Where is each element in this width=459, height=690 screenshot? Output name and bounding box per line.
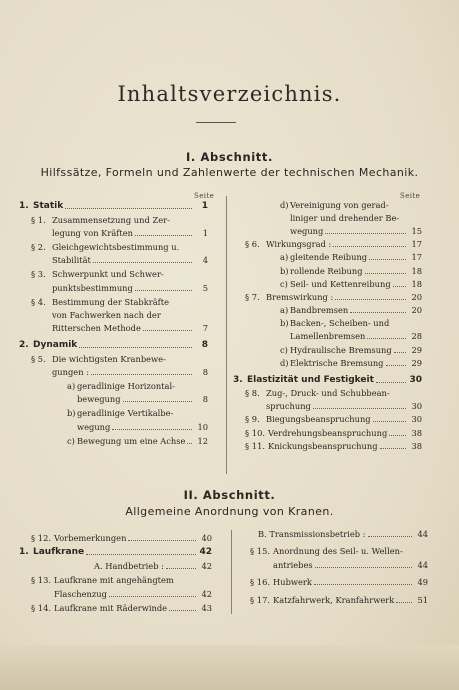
toc-entry-title: Vorbemerkungen	[54, 533, 127, 543]
toc-entry-continuation	[52, 282, 208, 294]
toc-page-number: 1	[202, 228, 208, 239]
dot-leader	[373, 421, 406, 422]
toc-page-number: 17	[411, 239, 422, 250]
toc-entry	[280, 357, 422, 369]
toc-entry	[245, 427, 422, 439]
section1-right-seite: Seite	[400, 192, 421, 200]
toc-entry-title: A. Handbetrieb :	[94, 561, 164, 571]
toc-entry-number: d)	[280, 357, 289, 368]
toc-entry-number: c)	[280, 344, 288, 355]
dot-leader	[109, 596, 196, 597]
toc-page-number: 12	[197, 435, 208, 446]
dot-leader	[380, 448, 406, 449]
toc-entry-title: Backen-, Scheiben- und	[290, 318, 390, 329]
toc-page-number: 1	[201, 201, 208, 211]
toc-entry-number: § 13.	[31, 575, 51, 585]
toc-entry-title: Die wichtigsten Kranbewe-	[52, 354, 166, 364]
toc-entry-number: § 5.	[31, 354, 46, 364]
toc-entry-number: § 8.	[245, 388, 260, 399]
toc-page-number: 43	[201, 602, 212, 613]
toc-entry-title: Elastizität und Festigkeit	[247, 375, 374, 385]
toc-entry	[31, 532, 212, 544]
toc-page-number: 38	[411, 427, 422, 438]
toc-entry-number: § 16.	[250, 577, 270, 588]
toc-entry	[280, 317, 422, 329]
toc-entry-title: Wirkungsgrad :	[266, 239, 332, 250]
toc-entry-continuation	[52, 227, 208, 239]
toc-entry-continuation	[52, 366, 208, 378]
toc-entry-title: geradlinige Horizontal-	[77, 381, 175, 392]
toc-entry	[245, 238, 422, 250]
toc-entry-continuation	[52, 309, 208, 321]
section1-heading: I. Abschnitt.	[186, 150, 273, 164]
dot-leader	[389, 435, 406, 436]
toc-page-number: 38	[411, 440, 422, 451]
dot-leader	[333, 246, 406, 247]
section1-left-seite: Seite	[194, 192, 215, 200]
toc-entry-number: c)	[67, 435, 75, 446]
toc-entry-continuation	[290, 330, 422, 342]
toc-entry-number: a)	[280, 252, 289, 263]
toc-entry-continuation	[52, 322, 208, 334]
toc-entry	[280, 199, 422, 211]
toc-entry-number: § 4.	[31, 296, 46, 307]
toc-entry-number: § 12.	[31, 533, 51, 543]
dot-leader	[91, 374, 192, 375]
toc-entry-number: d)	[280, 200, 289, 210]
toc-entry	[280, 304, 422, 316]
toc-entry-number: 1.	[19, 201, 29, 211]
toc-chapter	[233, 374, 422, 386]
toc-entry-number: § 3.	[31, 269, 46, 280]
toc-entry-title: Laufkrane mit angehängtem	[54, 575, 174, 585]
toc-chapter	[19, 200, 208, 212]
toc-entry	[280, 265, 422, 277]
toc-entry-number: § 11.	[245, 440, 265, 451]
toc-entry-title: Bremswirkung :	[266, 292, 334, 302]
toc-entry	[67, 435, 208, 447]
toc-page-number: 7	[202, 323, 208, 333]
toc-entry	[31, 241, 208, 253]
dot-leader	[143, 330, 192, 331]
dot-leader	[315, 567, 412, 568]
toc-entry-title-continued: wegung	[77, 421, 111, 432]
dot-leader	[386, 365, 407, 366]
toc-entry-title: Katzfahrwerk, Kranfahrwerk	[273, 594, 395, 605]
toc-entry	[31, 296, 208, 308]
toc-entry	[245, 413, 422, 425]
toc-entry-number: § 15.	[250, 546, 270, 557]
section1-subtitle: Hilfssätze, Formeln und Zahlenwerte der technischen Mechanik.	[40, 166, 419, 179]
toc-entry-continuation	[52, 254, 208, 266]
page-bottom-edge	[0, 645, 459, 690]
toc-entry-title: Hydraulische Bremsung	[290, 344, 392, 355]
toc-entry-title: Verdrehungsbeanspruchung	[268, 427, 388, 438]
toc-page-number: 44	[417, 559, 428, 570]
toc-page-number: 8	[202, 367, 208, 378]
toc-entry-title: Elektrische Bremsung	[290, 357, 384, 368]
dot-leader	[86, 554, 196, 555]
toc-page-number: 18	[411, 278, 422, 289]
toc-entry-number: b)	[280, 318, 289, 329]
toc-entry-continuation	[273, 559, 428, 571]
toc-entry-number: b)	[67, 408, 76, 419]
page-title: Inhaltsverzeichnis.	[117, 82, 342, 106]
toc-entry-title-continued: Stabilität	[52, 255, 91, 266]
toc-page-number: 17	[411, 252, 422, 263]
toc-entry	[94, 560, 212, 572]
dot-leader	[169, 610, 196, 611]
title-rule	[196, 122, 236, 123]
toc-entry	[245, 440, 422, 452]
toc-page-number: 20	[411, 292, 422, 302]
dot-leader	[350, 312, 406, 313]
toc-entry-title: Bandbremsen	[290, 305, 349, 316]
toc-page-number: 5	[202, 282, 208, 293]
toc-entry-number: a)	[67, 381, 76, 392]
toc-entry	[31, 574, 212, 586]
toc-page-number: 44	[417, 529, 428, 539]
toc-page-number: 4	[202, 255, 208, 266]
toc-entry-title: Bewegung um eine Achse	[77, 435, 186, 446]
toc-entry-number: § 6.	[245, 239, 260, 250]
section2-heading: II. Abschnitt.	[183, 488, 276, 502]
toc-entry-number: 2.	[19, 340, 29, 350]
toc-entry-title: Zug-, Druck- und Schubbean-	[266, 388, 390, 399]
toc-entry	[280, 251, 422, 263]
dot-leader	[314, 584, 412, 585]
toc-entry	[245, 387, 422, 399]
dot-leader	[187, 443, 192, 444]
toc-entry	[67, 380, 208, 392]
toc-entry-title-continued: Flaschenzug	[54, 588, 107, 599]
toc-entry-title: Laufkrane	[33, 547, 85, 557]
dot-leader	[396, 602, 412, 603]
toc-entry-title: Biegungsbeanspruchung	[266, 414, 371, 425]
toc-page-number: 30	[411, 401, 422, 412]
toc-entry-title: geradlinige Vertikalbe-	[77, 408, 174, 419]
toc-entry-title: Schwerpunkt und Schwer-	[52, 269, 164, 280]
dot-leader	[394, 352, 406, 353]
toc-page-number: 15	[411, 226, 422, 236]
toc-entry-title-continued: spruchung	[266, 401, 311, 412]
toc-entry-number: § 7.	[245, 292, 260, 302]
toc-entry	[280, 278, 422, 290]
toc-entry-number: § 2.	[31, 242, 46, 253]
section2-column-divider	[231, 530, 232, 614]
toc-entry-title-continued: wegung	[290, 226, 324, 236]
toc-page-number: 8	[202, 394, 208, 405]
toc-entry-number: § 1.	[31, 215, 46, 225]
toc-entry	[31, 602, 212, 614]
dot-leader	[313, 408, 406, 409]
toc-entry-title: Anordnung des Seil- u. Wellen-	[273, 546, 403, 557]
toc-entry-number: § 14.	[31, 602, 51, 613]
toc-entry-title: Dynamik	[33, 340, 78, 350]
toc-entry-title: Laufkrane mit Räderwinde	[54, 602, 168, 613]
toc-entry-continuation	[290, 212, 422, 224]
toc-entry-continuation	[77, 421, 208, 433]
toc-entry-title: gleitende Reibung	[290, 252, 368, 263]
dot-leader	[128, 540, 196, 541]
dot-leader	[166, 568, 196, 569]
toc-page-number: 42	[199, 547, 212, 557]
toc-entry	[31, 268, 208, 280]
toc-entry	[31, 353, 208, 365]
toc-entry-title: Zusammensetzung und Zer-	[52, 215, 170, 225]
toc-page-number: 42	[201, 561, 212, 571]
toc-entry-title-continued: von Fachwerken nach der	[52, 309, 161, 320]
toc-chapter	[19, 546, 212, 558]
toc-entry-title-continued: Lamellenbremsen	[290, 331, 366, 342]
dot-leader	[365, 273, 406, 274]
toc-entry-title: Statik	[33, 201, 64, 211]
toc-entry-title-continued: punktsbestimmung	[52, 282, 133, 293]
toc-chapter	[19, 339, 208, 351]
toc-page-number: 8	[201, 340, 208, 350]
toc-page-number: 40	[201, 533, 212, 543]
toc-entry	[280, 344, 422, 356]
dot-leader	[368, 536, 412, 537]
toc-page-number: 18	[411, 265, 422, 276]
toc-entry-title: Vereinigung von gerad-	[290, 200, 389, 210]
dot-leader	[93, 262, 192, 263]
toc-entry-number: 1.	[19, 547, 29, 557]
toc-page-number: 49	[417, 577, 428, 588]
dot-leader	[325, 233, 406, 234]
toc-page-number: 29	[411, 344, 422, 355]
section1-column-divider	[226, 196, 227, 474]
toc-entry-number: b)	[280, 265, 289, 276]
toc-entry-title: Knickungsbeanspruchung	[268, 440, 378, 451]
toc-entry	[245, 291, 422, 303]
toc-entry-continuation	[77, 393, 208, 405]
toc-entry-title-continued: bewegung	[77, 394, 121, 405]
dot-leader	[369, 259, 406, 260]
toc-entry	[258, 528, 428, 540]
toc-entry-number: 3.	[233, 375, 243, 385]
dot-leader	[393, 286, 406, 287]
toc-entry	[67, 407, 208, 419]
toc-entry	[31, 214, 208, 226]
toc-entry-number: § 9.	[245, 414, 260, 425]
toc-entry-title-continued: antriebes	[273, 559, 313, 570]
toc-page-number: 28	[411, 331, 422, 342]
toc-entry-title-continued: liniger und drehender Be-	[290, 213, 400, 223]
toc-entry-continuation	[290, 225, 422, 237]
toc-entry-continuation	[54, 588, 212, 600]
toc-page-number: 29	[411, 357, 422, 368]
toc-page-number: 20	[411, 305, 422, 316]
toc-entry-title: Seil- und Kettenreibung	[290, 278, 391, 289]
toc-entry-title-continued: legung von Kräften	[52, 228, 133, 239]
toc-page-number: 51	[417, 594, 428, 605]
dot-leader	[376, 382, 406, 383]
toc-entry-number: § 10.	[245, 427, 265, 438]
toc-entry-title-continued: Ritterschen Methode	[52, 323, 141, 333]
dot-leader	[112, 429, 192, 430]
toc-page-number: 42	[201, 588, 212, 599]
toc-entry	[250, 594, 428, 606]
dot-leader	[123, 401, 192, 402]
toc-entry-title: Bestimmung der Stabkräfte	[52, 296, 169, 307]
dot-leader	[335, 299, 406, 300]
dot-leader	[79, 347, 192, 348]
toc-entry-title: Gleichgewichtsbestimmung u.	[52, 242, 180, 253]
toc-entry-continuation	[266, 400, 422, 412]
dot-leader	[65, 208, 192, 209]
toc-entry-title-continued: gungen :	[52, 367, 89, 378]
toc-entry-title: B. Transmissionsbetrieb :	[258, 529, 366, 539]
toc-entry-title: rollende Reibung	[290, 265, 363, 276]
section2-subtitle: Allgemeine Anordnung von Kranen.	[125, 505, 334, 518]
toc-entry	[250, 545, 428, 557]
dot-leader	[135, 235, 192, 236]
toc-page-number: 10	[197, 421, 208, 432]
toc-entry-number: § 17.	[250, 594, 270, 605]
dot-leader	[367, 338, 406, 339]
toc-page-number: 30	[409, 375, 422, 385]
toc-entry-title: Hubwerk	[273, 577, 312, 588]
toc-page-number: 30	[411, 414, 422, 425]
toc-entry-number: c)	[280, 278, 288, 289]
toc-entry	[250, 576, 428, 588]
toc-entry-number: a)	[280, 305, 289, 316]
dot-leader	[135, 290, 192, 291]
